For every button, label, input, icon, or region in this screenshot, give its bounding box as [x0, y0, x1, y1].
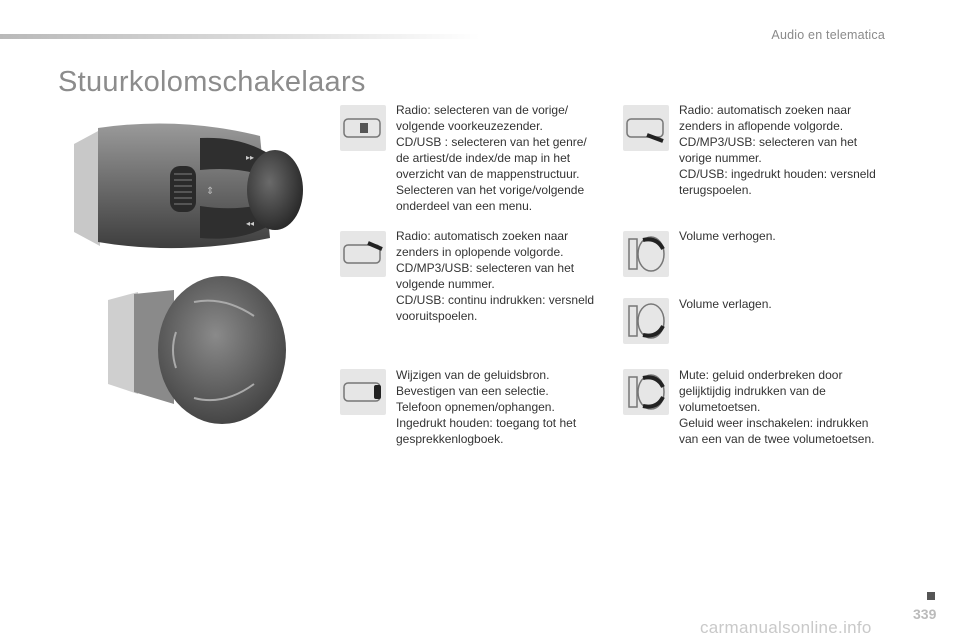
watermark: carmanualsonline.info [700, 618, 872, 637]
svg-text:▸▸: ▸▸ [246, 153, 255, 162]
item-stalk-upper-text: Radio: automatisch zoeken naar zenders in oplopende volgorde. CD/MP3/USB: selecteren van het volgende nummer. CD/USB: continu indrukken: versneld vooruitspoelen. [396, 229, 595, 323]
volume-mute-icon [623, 369, 669, 415]
page-number: 339 [913, 606, 937, 622]
item-volume-mute-text: Mute: geluid onderbreken door gelijktijdig indrukken van de volumetoetsen. Geluid weer inschakelen: indrukken van een van de twee volumetoetsen. [679, 368, 875, 446]
stalk-upper-illustration [70, 118, 310, 258]
item-volume-up-text: Volume verhogen. [679, 229, 776, 243]
end-button-icon [340, 369, 386, 415]
item-volume-down-text: Volume verlagen. [679, 297, 772, 311]
svg-text:◂◂: ◂◂ [246, 219, 255, 228]
item-end-button-text: Wijzigen van de geluidsbron. Bevestigen van een selectie. Telefoon opnemen/ophangen. Ingedrukt houden: toegang tot het gesprekkenlogboek. [396, 368, 577, 446]
header-rule [0, 34, 480, 39]
stalk-lower-illustration [104, 272, 294, 428]
item-stalk-left-text: Radio: selecteren van de vorige/ volgende voorkeuzezender. CD/USB : selecteren van het genre/ de artiest/de index/de map in het overzicht van de mappenstructuur. Selecteren van het vorige/volgende onderdeel van een menu. [396, 103, 587, 213]
stalk-left-button-icon [340, 105, 386, 151]
stalk-upper-button-icon [340, 231, 386, 277]
page-title: Stuurkolomschakelaars [58, 66, 366, 98]
volume-up-icon [623, 231, 669, 277]
footer-mark [927, 592, 935, 600]
item-stalk-lower-text: Radio: automatisch zoeken naar zenders in aflopende volgorde. CD/MP3/USB: selecteren van het vorige nummer. CD/USB: ingedrukt houden: versneld terugspoelen. [679, 103, 876, 197]
stalk-lower-button-icon [623, 105, 669, 151]
section-label: Audio en telematica [771, 28, 885, 42]
svg-text:⇕: ⇕ [206, 186, 215, 197]
volume-down-icon [623, 298, 669, 344]
